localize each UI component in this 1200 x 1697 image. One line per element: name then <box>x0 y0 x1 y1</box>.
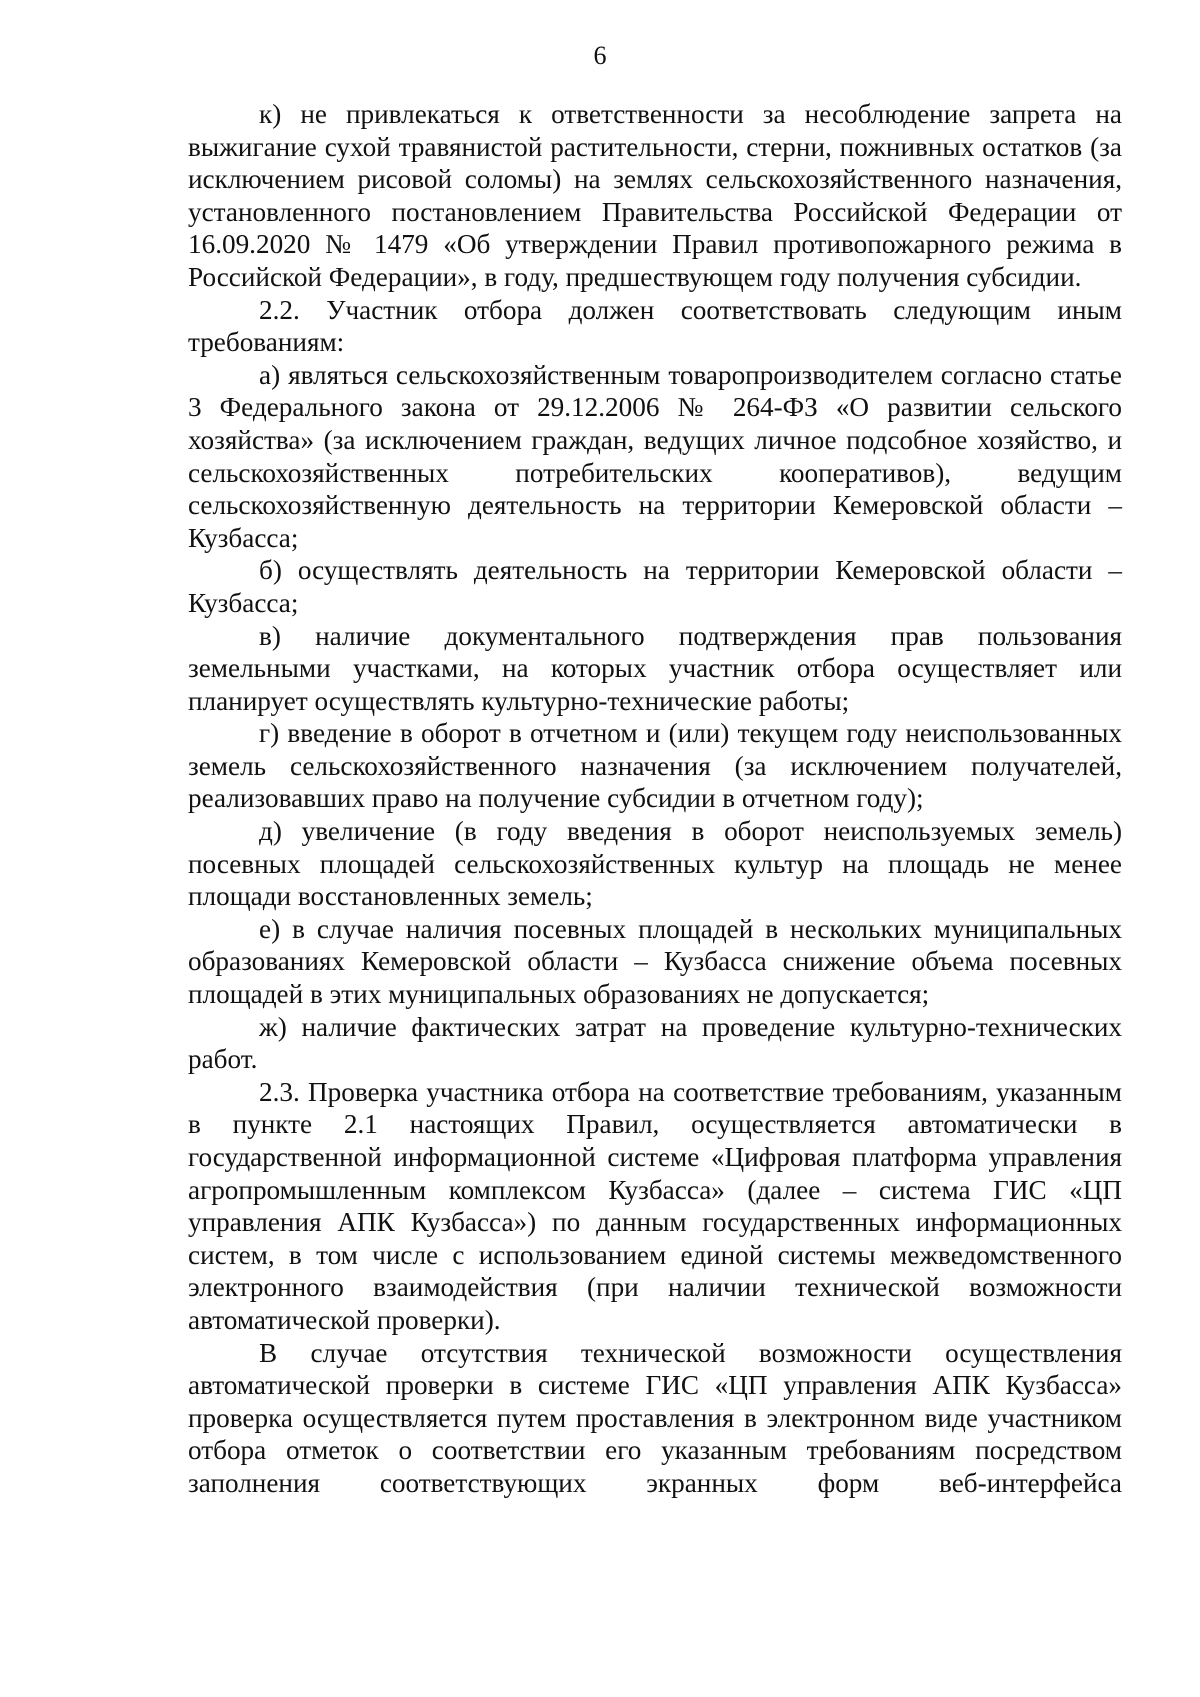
paragraph-b: б) осуществлять деятельность на территории Кемеровской области – Кузбасса; <box>188 555 1122 618</box>
paragraph-k: к) не привлекаться к ответственности за несоблюдение запрета на выжигание сухой травянистой растительности, стерни, пожнивных остатков (за исключением рисовой соломы) на землях сельскохозяйственного назначения, установленного постановлением Правительства Российской Федерации от 16.09.2020 № 1479 «Об утверждении Правил противопожарного режима в Российской Федерации», в году, предшествующем году получения субсидии. <box>188 99 1122 292</box>
paragraph-2-2: 2.2. Участник отбора должен соответствовать следующим иным требованиям: <box>188 294 1122 358</box>
paragraph-e: е) в случае наличия посевных площадей в нескольких муниципальных образованиях Кемеровской области – Кузбасса снижение объема посевных площадей в этих муниципальных образованиях не допускается; <box>188 913 1122 1010</box>
page-number: 6 <box>593 41 607 70</box>
paragraph-a: а) являться сельскохозяйственным товаропроизводителем согласно статье 3 Федерального закона от 29.12.2006 № 264-ФЗ «О развитии сельского хозяйства» (за исключением граждан, ведущих личное подсобное хозяйство, и сельскохозяйственных потребительских кооперативов), ведущим сельскохозяйственную деятельность на территории Кемеровской области – Кузбасса; <box>188 359 1122 553</box>
document-body <box>188 98 1122 1500</box>
paragraph-d: д) увеличение (в году введения в оборот неиспользуемых земель) посевных площадей сельскохозяйственных культур на площадь не менее площади восстановленных земель; <box>188 816 1122 912</box>
paragraph-g: г) введение в оборот в отчетном и (или) текущем году неиспользованных земель сельскохозяйственного назначения (за исключением получателей, реализовавших право на получение субсидии в отчетном году); <box>188 718 1122 814</box>
paragraph-zh: ж) наличие фактических затрат на проведение культурно-технических работ. <box>188 1011 1122 1075</box>
paragraph-v: в) наличие документального подтверждения прав пользования земельными участками, на которых участник отбора осуществляет или планирует осуществлять культурно-технические работы; <box>188 620 1122 716</box>
paragraph-2-3: 2.3. Проверка участника отбора на соответствие требованиям, указанным в пункте 2.1 настоящих Правил, осуществляется автоматически в государственной информационной системе «Цифровая платформа управления агропромышленным комплексом Кузбасса» (далее – система ГИС «ЦП управления АПК Кузбасса») по данным государственных информационных систем, в том числе с использованием единой системы межведомственного электронного взаимодействия (при наличии технической возможности автоматической проверки). <box>188 1076 1122 1335</box>
paragraph-automatic-check: В случае отсутствия технической возможности осуществления автоматической проверки в системе ГИС «ЦП управления АПК Кузбасса» проверка осуществляется путем проставления в электронном виде участником отбора отметок о соответствии его указанным требованиям посредством заполнения соответствующих экранных форм веб-интерфейса <box>188 1337 1122 1498</box>
